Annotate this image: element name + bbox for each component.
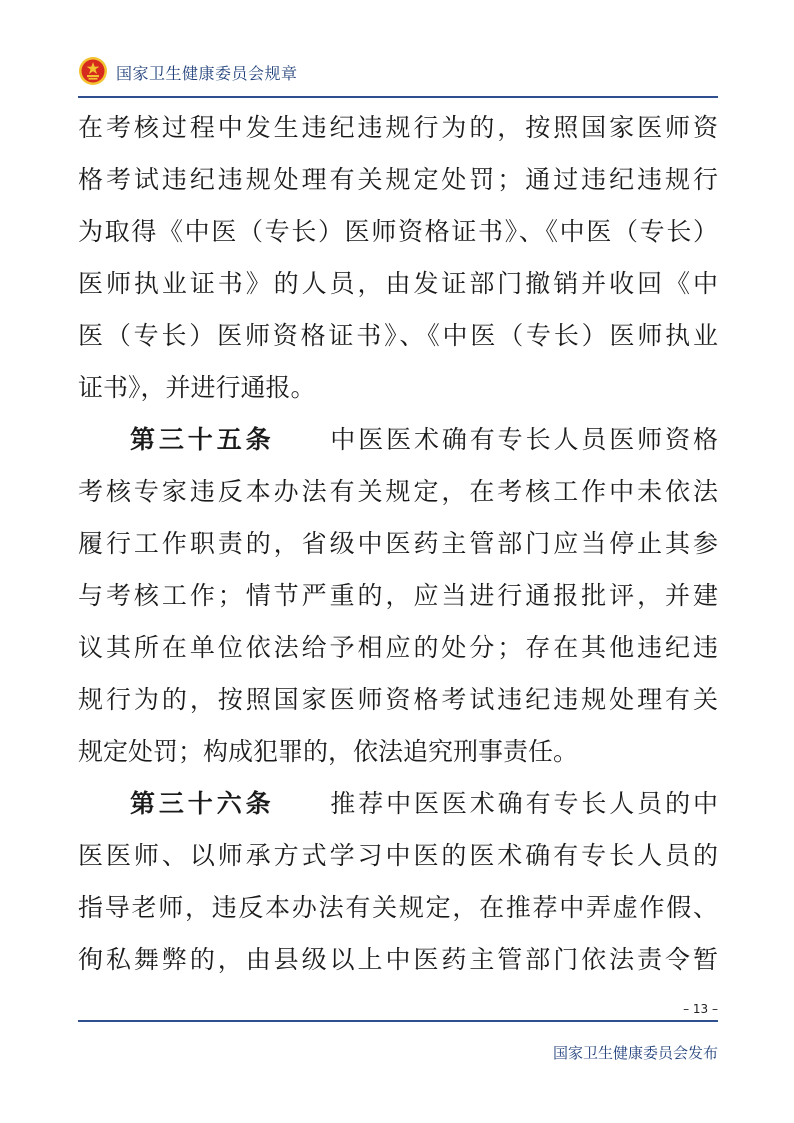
article-35-first-line (78, 414, 718, 466)
paragraph-line: 在考核过程中发生违纪违规行为的，按照国家医师资 (78, 113, 718, 142)
paragraph-line: 规行为的，按照国家医师资格考试违纪违规处理有关 (78, 685, 718, 714)
page-header (78, 52, 718, 94)
footer-divider (78, 1020, 718, 1022)
header-title: 国家卫生健康委员会规章 (116, 64, 298, 83)
paragraph-line: 与考核工作；情节严重的，应当进行通报批评，并建 (78, 581, 718, 610)
paragraph-line: 履行工作职责的，省级中医药主管部门应当停止其参 (78, 529, 718, 558)
page-number: – 13 – (683, 1002, 718, 1016)
paragraph-line: 指导老师，违反本办法有关规定，在推荐中弄虚作假、 (78, 893, 718, 922)
footer-publisher: 国家卫生健康委员会发布 (552, 1044, 718, 1062)
paragraph-line: 考核专家违反本办法有关规定，在考核工作中未依法 (78, 477, 718, 506)
paragraph-line: 证书》，并进行通报。 (78, 373, 316, 402)
paragraph-line: 议其所在单位依法给予相应的处分；存在其他违纪违 (78, 633, 718, 662)
paragraph-line: 为取得《中医（专长）医师资格证书》、《中医（专长） (78, 217, 718, 246)
article-36-first-line (78, 778, 718, 830)
paragraph-line: 徇私舞弊的，由县级以上中医药主管部门依法责令暂 (78, 945, 718, 974)
article-35-first-text: 中医医术确有专长人员医师资格 (330, 425, 718, 454)
paragraph-line: 医（专长）医师资格证书》、《中医（专长）医师执业 (78, 321, 718, 350)
article-35-heading: 第三十五条 (130, 425, 275, 454)
paragraph-line: 医医师、以师承方式学习中医的医术确有专长人员的 (78, 841, 718, 870)
paragraph-line: 规定处罚；构成犯罪的，依法追究刑事责任。 (78, 737, 579, 766)
paragraph-line: 格考试违纪违规处理有关规定处罚；通过违纪违规行 (78, 165, 718, 194)
paragraph-line: 医师执业证书》的人员，由发证部门撤销并收回《中 (78, 269, 718, 298)
document-body (78, 102, 718, 986)
header-divider (78, 96, 718, 98)
national-emblem-icon (78, 56, 108, 86)
article-36-heading: 第三十六条 (130, 789, 275, 818)
article-36-first-text: 推荐中医医术确有专长人员的中 (330, 789, 718, 818)
